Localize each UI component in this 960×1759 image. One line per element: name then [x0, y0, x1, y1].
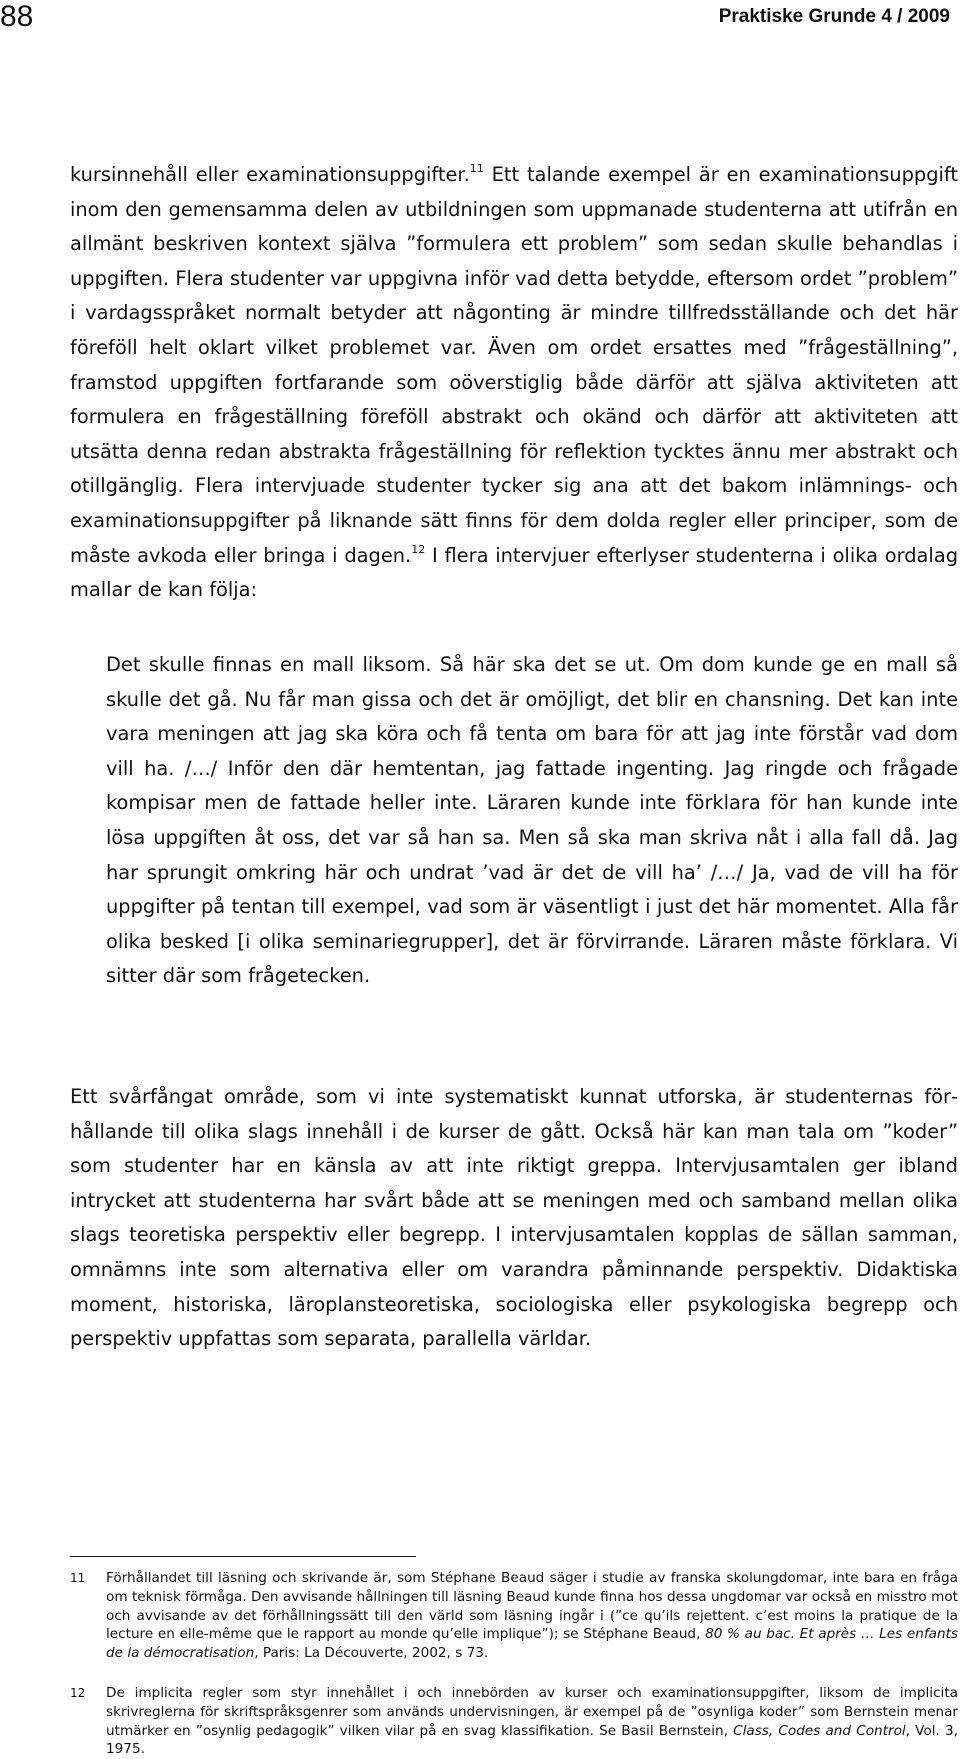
- footnote-text-part: , Paris: La Découverte, 2002, s 73.: [254, 1645, 489, 1662]
- body-paragraph-2: Ett svårfångat område, som vi inte systematiskt kunnat utforska, är studenternas förhållande till olika slags innehåll i de kurser de gått. Också här kan man tala om ”koder” som studenter har en känsla av att inte riktigt greppa. Intervjusamtalen ger ibland intrycket att studenterna har svårt både att se meningen med och samband mellan olika slags teoretiska perspektiv eller begrepp. I intervjusamtalen kopplas de sällan samman, omnämns inte som alternativa eller om varandra påminnande perspektiv. Didaktiska moment, historiska, läroplansteoretiska, sociologiska eller psykologiska begrepp och perspektiv uppfattas som separata, parallella världar.: [70, 1085, 958, 1351]
- footnote-text-part: De implicita regler som styr innehållet i och innebörden av kurser och examinationsuppgifter, liksom de implicita skrivreglerna för skriftspråksgenrer som används undervisningen, är exempel på de ”osynliga koder” som Bernstein menar utmärker en ”osynlig pedagogik” vilken vilar på en svag klassifikation. Se Basil Bernstein,: [106, 1685, 958, 1739]
- footnote-cited-title: Class, Codes and Control: [733, 1722, 906, 1739]
- block-quote: Det skulle finnas en mall liksom. Så här ska det se ut. Om dom kunde ge en mall så skulle det gå. Nu får man gissa och det är omöjligt, det blir en chansning. Det kan inte vara meningen att jag ska köra och få tenta om bara för att jag inte förstår vad dom vill ha. /…/ Inför den där hemtentan, jag fattade ingenting. Jag ringde och frågade kompisar men de fattade heller inte. Läraren kunde inte förklara för han kunde inte lösa uppgiften åt oss, det var så han sa. Men så ska man skriva nåt i alla fall då. Jag har sprungit omkring här och undrat ’vad är det de vill ha’ /…/ Ja, vad de vill ha för uppgifter på tentan till exempel, vad som är väsentligt i just det här momentet. Alla får olika besked [i olika seminariegrupper], det är förvirrande. Läraren måste förklara. Vi sitter där som frågetecken.: [106, 653, 958, 988]
- page-number: 88: [0, 0, 34, 33]
- footnote-text-part: , Vol. 3, 1975.: [106, 1722, 958, 1758]
- footnote-ref-12[interactable]: 12: [411, 542, 426, 556]
- footnote-text: [106, 1684, 958, 1759]
- footnote-text-part: Förhållandet till läsning och skrivande är, som Stéphane Beaud säger i studie av franska skolungdomar, inte bara en fråga om teknisk förmåga. Den avvisande hållningen till läsning Beaud kunde finna hos dessa ungdomar var också en misstro mot och avvisande av det förhållningssätt till den värld som läsning ingår i (”ce qu’ils rejettent. c’est moins la pratique de la lecture en elle-même que le rapport au monde qu’elle implique”); se Stéphane Beaud,: [106, 1570, 958, 1643]
- paragraph-text: I flera intervjuer efterlyser studenterna i olika ordalag mallar de kan följa:: [70, 543, 959, 602]
- body-paragraph-1: [70, 158, 958, 608]
- footnote-number: 12: [70, 1686, 86, 1700]
- paragraph-text: Ett talande exempel är en examinationsuppgift inom den gemensamma delen av utbildningen som uppmanade studenterna att utifrån en allmänt beskriven kontext själva ”formulera ett problem” som sedan skulle behandlas i uppgiften. Flera studenter var uppgivna inför vad detta betydde, eftersom ordet ”problem” i vardagsspråket normalt betyder att någonting är mindre tillfredsställande och det här föreföll helt oklart vilket problemet var. Även om ordet ersattes med ”frågeställning”, framstod uppgiften fortfarande som oöverstiglig både därför att själva aktiviteten att formulera en frågeställning föreföll abstrakt och okänd och därför att aktiviteten att utsätta denna redan abstrakta frågeställning för reflektion tycktes ännu mer abstrakt och otillgänglig. Flera intervjuade studenter tycker sig ana att det bakom inlämnings- och examinationsuppgifter på liknande sätt finns för dem dolda regler eller principer, som de måste avkoda eller bringa i dagen.: [70, 163, 958, 567]
- footnote-cited-title: 80 % au bac. Et après … Les enfants de la démocratisation: [106, 1626, 958, 1662]
- footnote-number: 11: [70, 1571, 86, 1585]
- footnote-11: [70, 1569, 958, 1663]
- journal-title: Praktiske Grunde 4 / 2009: [718, 6, 950, 27]
- footnote-text: [106, 1569, 958, 1663]
- footnote-ref-11[interactable]: 11: [469, 162, 484, 175]
- paragraph-text: kursinnehåll eller examinationsuppgifter.: [70, 163, 470, 186]
- footnote-12: [70, 1684, 958, 1759]
- footnote-divider: [70, 1556, 416, 1557]
